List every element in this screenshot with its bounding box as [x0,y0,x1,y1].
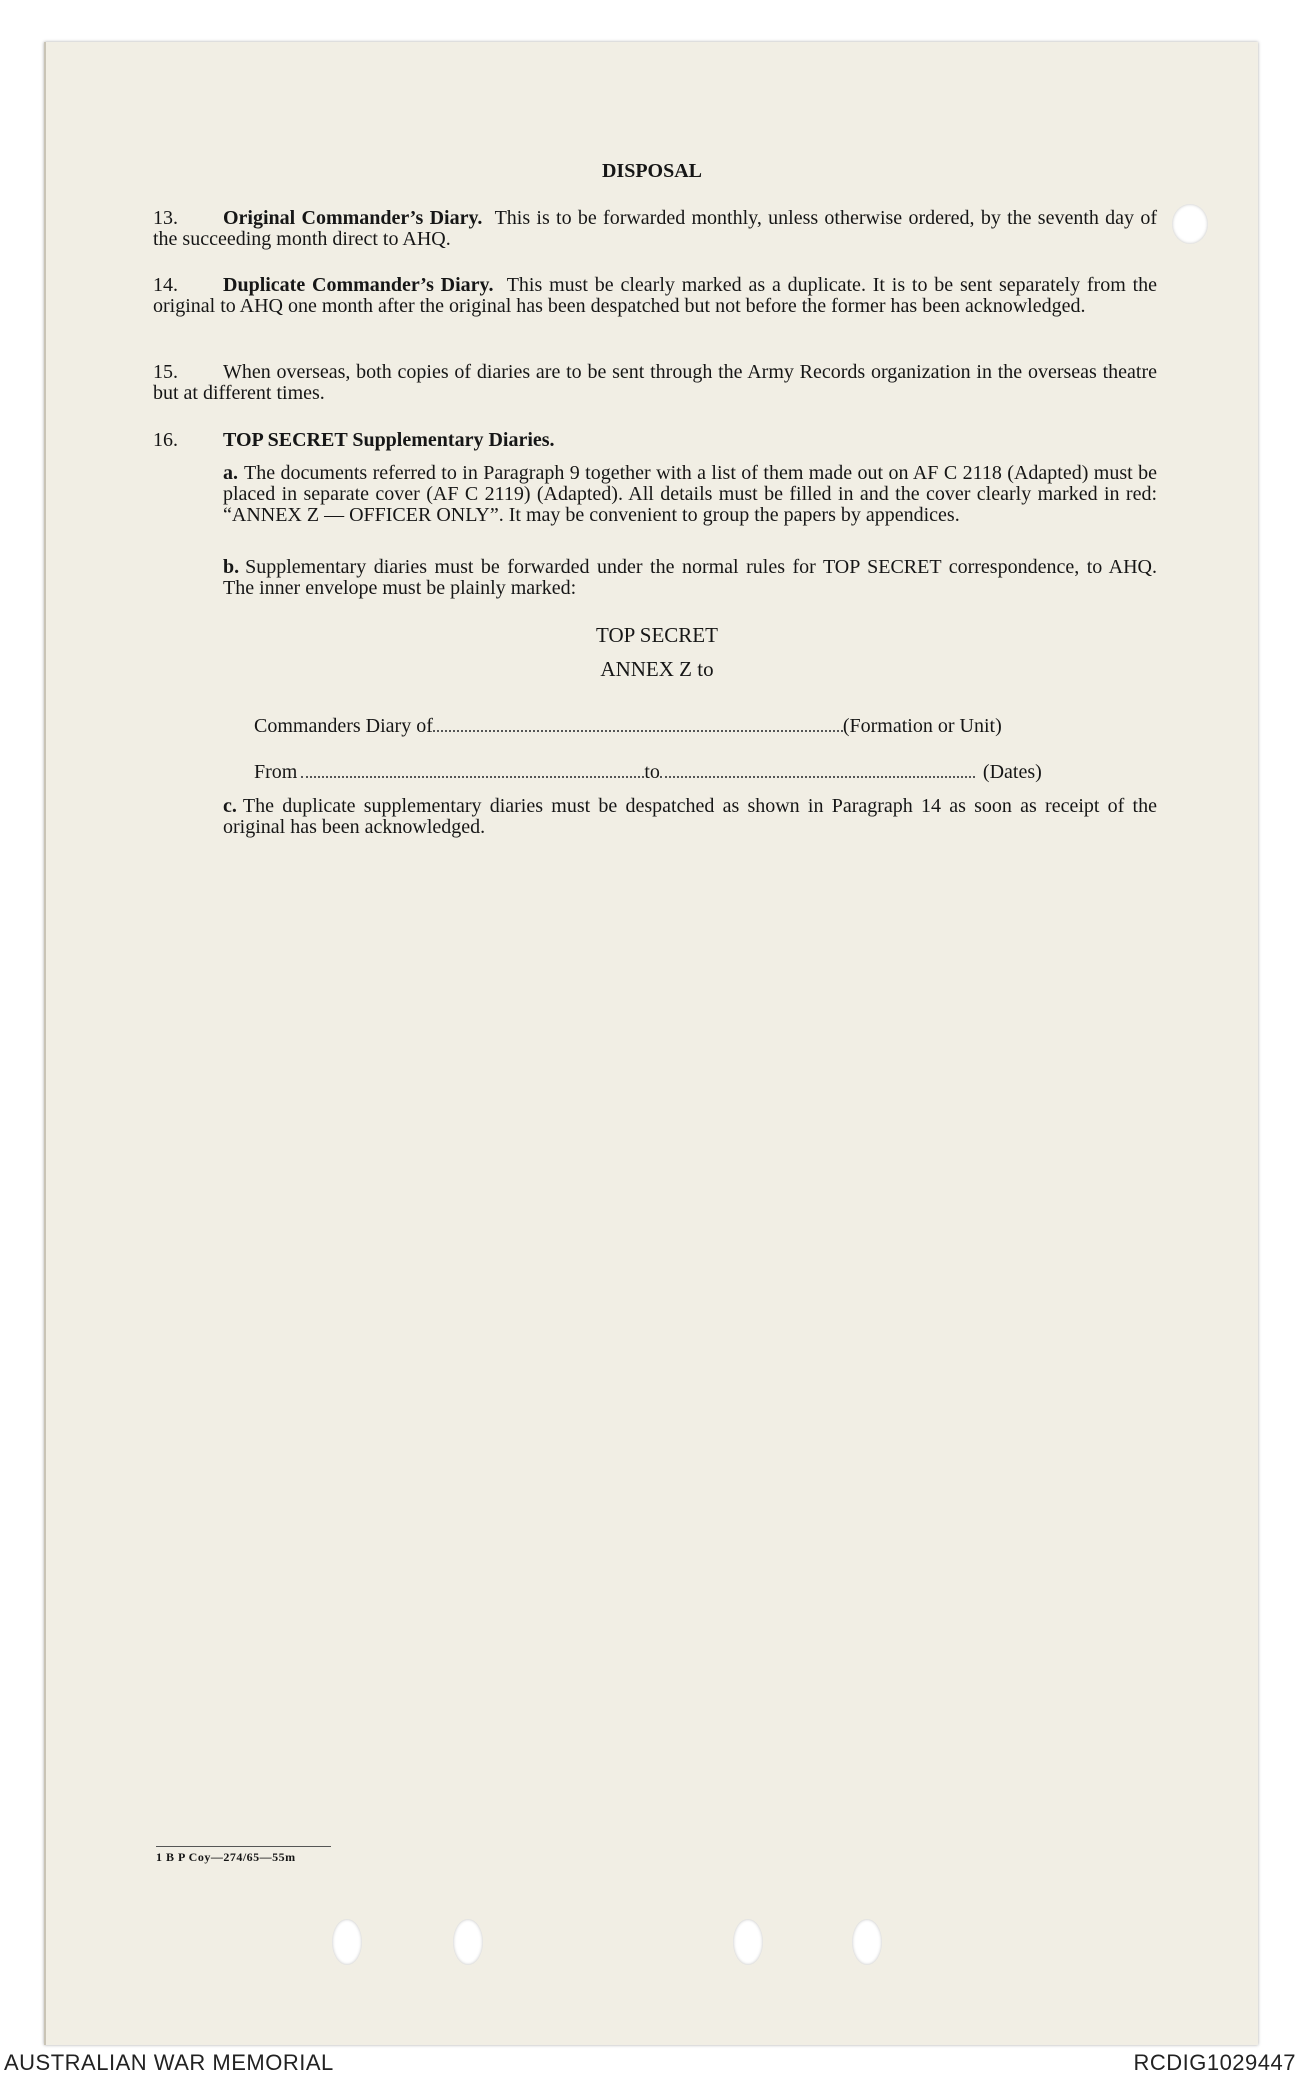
to-label: to [644,761,660,783]
subparagraph-text: The documents referred to in Paragraph 9 together with a list of them made out on AF C 2118 (Adapted) must be placed in separate cover (AF C 2119) (Adapted). All details must be filled in and the cover clearly marked in red: “ANNEX Z — OFFICER ONLY”. It may be convenient to group the papers by appendices. [223,462,1157,526]
subparagraph-c [223,796,1157,838]
print-code: 1 B P Coy—274/65—55m [156,1846,331,1865]
punch-hole [852,1919,882,1965]
punch-hole [1172,204,1208,244]
section-heading: DISPOSAL [601,160,703,182]
paragraph-number: 16. [153,429,178,451]
document-page [44,42,1258,2045]
punch-hole [733,1919,763,1965]
footer-id: RCDIG1029447 [1133,2050,1296,2075]
blank-field [660,762,975,778]
paragraph-15 [153,362,1157,404]
subparagraph-b [223,557,1157,599]
subparagraph-letter: c. [223,795,237,817]
blank-field [433,716,843,732]
footer-source: AUSTRALIAN WAR MEMORIAL [4,2050,334,2075]
paragraph-14 [153,275,1157,317]
paragraph-text: When overseas, both copies of diaries are to be sent through the Army Records organization in the overseas theatre but at different times. [153,361,1157,404]
paragraph-title: Original Commander’s Diary. [223,207,483,229]
marking-annex-z: ANNEX Z to [600,657,714,681]
from-to-line [254,761,1042,783]
diary-label: Commanders Diary of [254,715,433,737]
dates-suffix: (Dates) [982,761,1042,783]
subparagraph-letter: b. [223,556,240,578]
paragraph-text: This must be clearly marked as a duplicate. It is to be sent separately from the original to AHQ one month after the original has been despatched but not before the former has been acknowledged. [153,274,1158,317]
diary-suffix: (Formation or Unit) [842,715,1002,737]
paragraph-title: TOP SECRET Supplementary Diaries. [223,429,555,451]
paragraph-number: 14. [153,274,178,296]
paragraph-16 [153,430,1157,451]
paragraph-13 [153,208,1157,250]
punch-hole [453,1919,483,1965]
subparagraph-text: Supplementary diaries must be forwarded under the normal rules for TOP SECRET correspondence, to AHQ. The inner envelope must be plainly marked: [223,556,1157,599]
paragraph-number: 15. [153,361,178,383]
blank-field [301,762,644,778]
paragraph-title: Duplicate Commander’s Diary. [223,274,494,296]
paragraph-number: 13. [153,207,178,229]
subparagraph-letter: a. [223,462,238,484]
subparagraph-text: The duplicate supplementary diaries must be despatched as shown in Paragraph 14 as soon as receipt of the original has been acknowledged. [223,795,1157,838]
diary-of-line [254,715,1002,737]
punch-hole [332,1919,362,1965]
subparagraph-a [223,463,1157,526]
paragraph-text: This is to be forwarded monthly, unless otherwise ordered, by the seventh day of the succeeding month direct to AHQ. [153,207,1157,250]
marking-top-secret: TOP SECRET [596,623,718,647]
from-label: From [254,761,298,783]
